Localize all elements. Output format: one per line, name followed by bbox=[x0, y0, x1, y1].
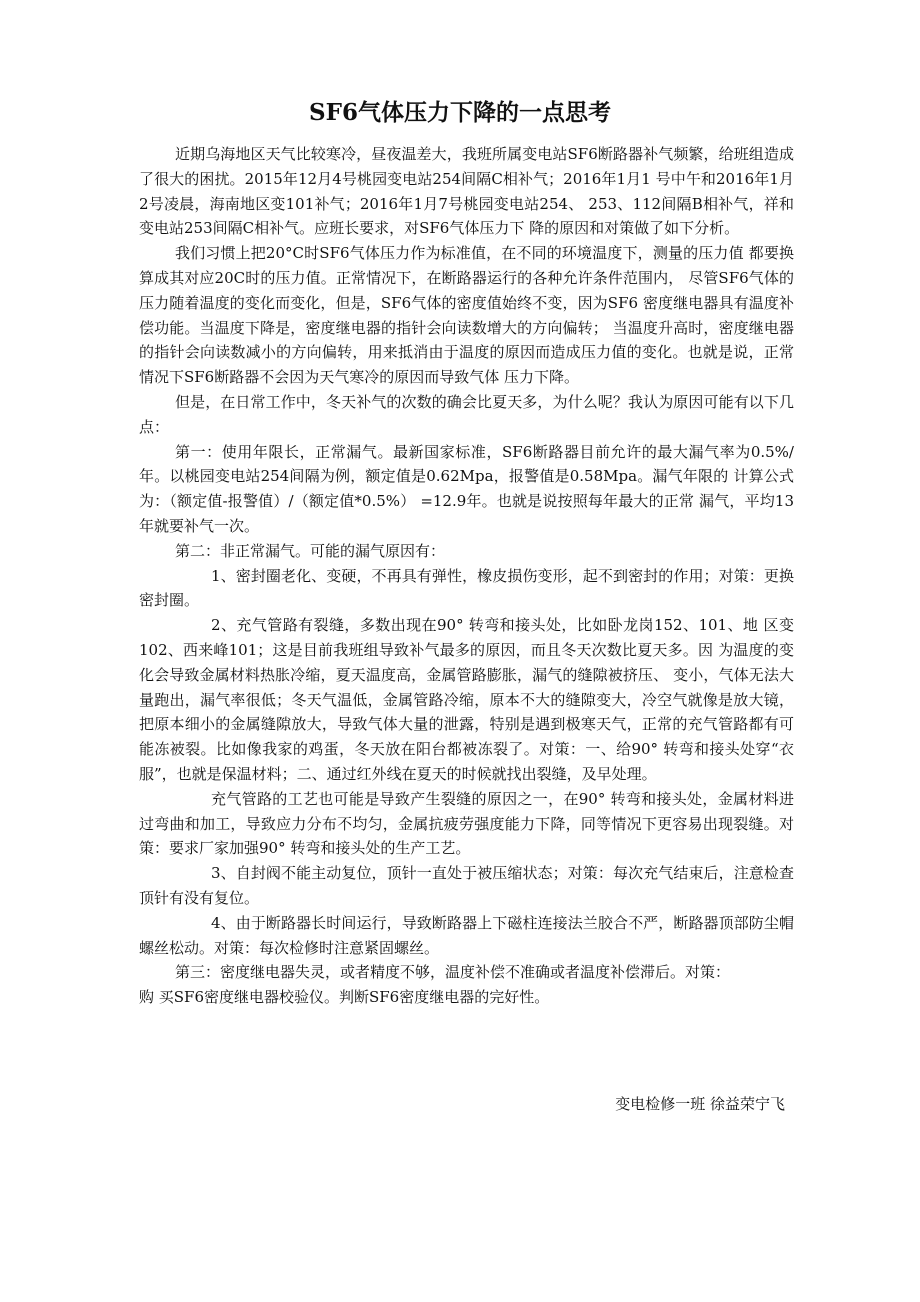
document-body bbox=[139, 142, 794, 1010]
author-signature: 变电检修一班 徐益荣宁飞 bbox=[615, 1095, 785, 1113]
document-title: SF6气体压力下降的一点思考 bbox=[309, 99, 611, 126]
paragraph-first-reason: 第一：使用年限长，正常漏气。最新国家标准，SF6断路器目前允许的最大漏气率为0.5%/年。以桃园变电站254间隔为例，额定值是0.62Mpa，报警值是0.58Mpa。漏气年限的 计算公式为：（额定值-报警值）/（额定值*0.5%） =12.9年。也就是说按照每年最大的正常 漏气，平均13年就要补气一次。 bbox=[139, 442, 794, 535]
paragraph-third-countermeasure: 购 买SF6密度继电器校验仪。判断SF6密度继电器的完好性。 bbox=[139, 988, 550, 1007]
paragraph-second-reason: 第二：非正常漏气。可能的漏气原因有： bbox=[175, 541, 446, 560]
paragraph-pipe-process: 充气管路的工艺也可能是导致产生裂缝的原因之一，在90° 转弯和接头处，金属材料进过弯曲和加工，导致应力分布不均匀，金属抗疲劳强度能力下降，同等情况下更容易出现裂缝。对策：要求厂家加强90° 转弯和接头处的生产工艺。 bbox=[139, 789, 794, 858]
paragraph-standard: 我们习惯上把20°C时SF6气体压力作为标准值，在不同的环境温度下，测量的压力值 都要换算成其对应20C时的压力值。正常情况下，在断路器运行的各种允许条件范围内， 尽管SF6气体的压力随着温度的变化而变化，但是，SF6气体的密度值始终不变，因为SF6 密度继电器具有温度补偿功能。当温度下降是，密度继电器的指针会向读数增大的方向偏转； 当温度升高时，密度继电器的指针会向读数减小的方向偏转，用来抵消由于温度的原因而造成压力值的变化。也就是说，正常情况下SF6断路器不会因为天气寒冷的原因而导致气体 压力下降。 bbox=[139, 244, 794, 387]
list-item-seal: 1、密封圈老化、变硬，不再具有弹性，橡皮损伤变形，起不到密封的作用；对策：更换密封圈。 bbox=[139, 566, 794, 610]
list-item-flange: 4、由于断路器长时间运行，导致断路器上下磁柱连接法兰胶合不严，断路器顶部防尘帽螺丝松动。对策：每次检修时注意紧固螺丝。 bbox=[139, 913, 794, 957]
list-item-valve: 3、自封阀不能主动复位，顶针一直处于被压缩状态；对策：每次充气结束后，注意检查顶针有没有复位。 bbox=[139, 864, 794, 907]
list-item-pipe-crack: 2、充气管路有裂缝，多数出现在90° 转弯和接头处，比如卧龙岗152、101、地 区变102、西来峰101；这是目前我班组导致补气最多的原因，而且冬天次数比夏天多。因 为温度的变化会导致金属材料热胀冷缩，夏天温度高，金属管路膨胀，漏气的缝隙被挤压、 变小，气体无法大量跑出，漏气率很低；冬天气温低，金属管路冷缩，原本不大的缝隙变大，冷空气就像是放大镜，把原本细小的金属缝隙放大，导致气体大量的泄露，特别是遇到极寒天气，正常的充气管路都有可能冻被裂。比如像我家的鸡蛋，冬天放在阳台都被冻裂了。对策：一、给90° 转弯和接头处穿“衣服”，也就是保温材料；二、通过红外线在夏天的时候就找出裂缝，及早处理。 bbox=[139, 616, 794, 783]
paragraph-third-reason: 第三：密度继电器失灵，或者精度不够，温度补偿不准确或者温度补偿滞后。对策： bbox=[175, 963, 731, 982]
paragraph-question: 但是，在日常工作中，冬天补气的次数的确会比夏天多，为什么呢？我认为原因可能有以下几点： bbox=[139, 392, 794, 436]
paragraph-intro: 近期乌海地区天气比较寒冷，昼夜温差大，我班所属变电站SF6断路器补气频繁，给班组造成了很大的困扰。2015年12月4号桃园变电站254间隔C相补气；2016年1月1 号中午和2016年1月2号凌晨，海南地区变101补气；2016年1月7号桃园变电站254、 253、112间隔B相补气，祥和变电站253间隔C相补气。应班长要求，对SF6气体压力下 降的原因和对策做了如下分析。 bbox=[139, 145, 794, 238]
